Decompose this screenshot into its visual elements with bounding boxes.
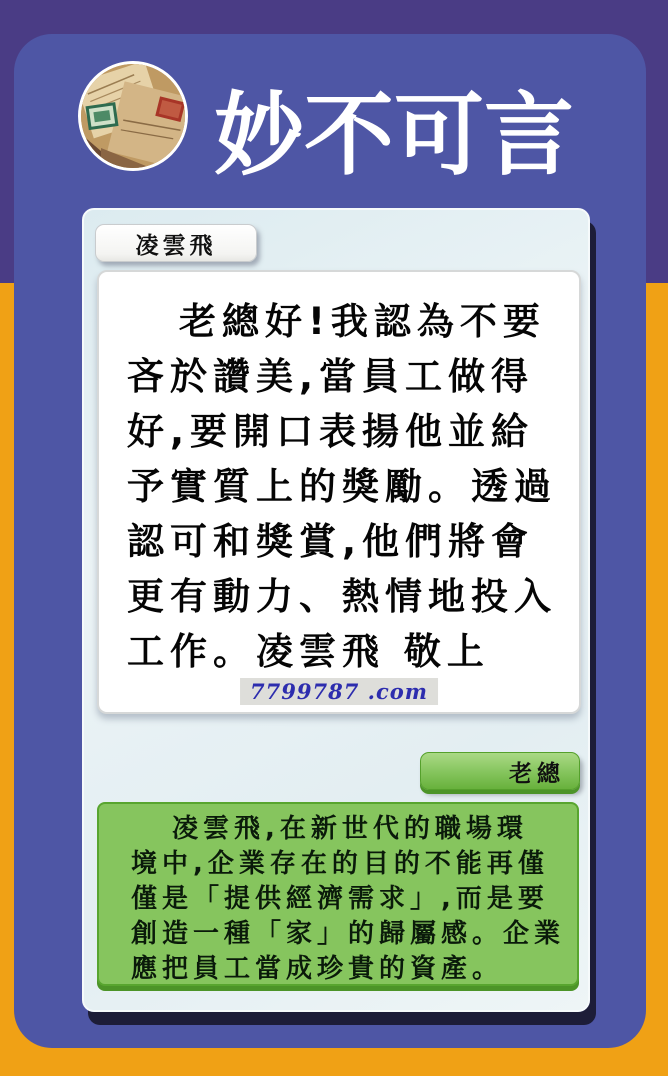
- reply-message-line: 凌雲飛,在新世代的職場環: [172, 814, 528, 844]
- sender-message-line: 更有動力、熱情地投入: [127, 575, 557, 618]
- sender-message-line: 認可和獎賞,他們將會: [127, 520, 535, 563]
- vintage-letters-avatar: [78, 61, 188, 171]
- reply-message-line: 創造一種「家」的歸屬感。企業: [131, 919, 566, 949]
- reply-message-line: 僅是「提供經濟需求」,而是要: [131, 884, 549, 914]
- sender-message-line: 吝於讚美,當員工做得: [127, 355, 535, 398]
- vintage-letters-illustration: [81, 64, 185, 168]
- reply-message-line: 境中,企業存在的目的不能再僅: [131, 849, 549, 879]
- sender-message-line: 好,要開口表揚他並給: [127, 410, 535, 453]
- site-watermark: 7799787 .com: [240, 678, 438, 705]
- page-title: 妙不可言: [214, 83, 574, 188]
- receiver-name-label: 老總: [509, 760, 565, 787]
- sender-message-line: 老總好!我認為不要: [179, 300, 546, 343]
- reply-message-bubble: [97, 802, 579, 986]
- chat-card: [82, 208, 590, 1012]
- sender-name-tab: [95, 224, 257, 262]
- sender-message-bubble: [97, 270, 581, 714]
- reply-message-line: 應把員工當成珍貴的資產。: [131, 954, 504, 984]
- sender-name-label: 凌雲飛: [135, 232, 217, 259]
- sender-message-line: 工作。凌雲飛 敬上: [127, 630, 490, 673]
- receiver-name-tab: [420, 752, 580, 790]
- sender-message-line: 予實質上的獎勵。透過: [127, 465, 557, 508]
